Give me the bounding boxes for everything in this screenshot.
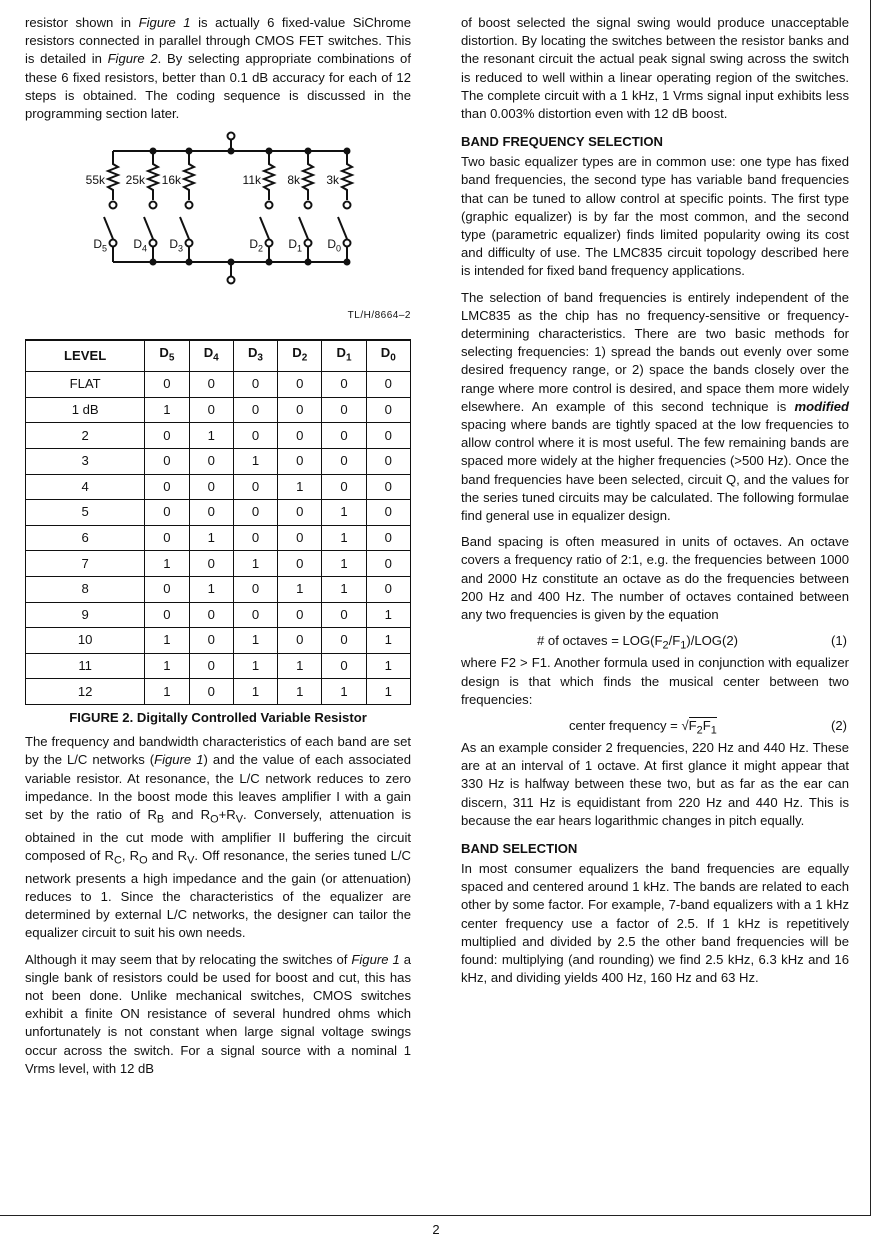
bottom-terminal bbox=[228, 277, 235, 284]
level-cell: 3 bbox=[26, 449, 145, 475]
bit-cell: 0 bbox=[366, 576, 410, 602]
switch-label: $D_3$ bbox=[169, 237, 183, 254]
bit-cell: 0 bbox=[233, 372, 277, 398]
equation-octaves: # of octaves = $LOG(F_2/F_1)/LOG(2)$ (1) bbox=[537, 633, 847, 652]
paragraph-resistor-intro: resistor shown in Figure 1 is actually 6 fixed-value SiChrome resistors connected in parallel through CMOS FET switches. This is detailed in Figure 2. By selecting appropriate combinations of these 6 fixed resistors, better than 0.1 dB accuracy for each of 12 steps is obtained. The coding sequence is discussed in the programming section later. bbox=[25, 15, 411, 122]
bit-cell: 1 bbox=[366, 628, 410, 654]
table-row bbox=[26, 679, 411, 705]
bit-cell: 0 bbox=[322, 423, 366, 449]
bit-cell: 0 bbox=[233, 397, 277, 423]
bit-cell: 0 bbox=[278, 500, 322, 526]
level-cell: 7 bbox=[26, 551, 145, 577]
bit-cell: 0 bbox=[189, 449, 233, 475]
bit-cell: 0 bbox=[189, 372, 233, 398]
resistor-3k bbox=[342, 151, 352, 200]
paragraph-musical-center: where F2 > F1. Another formula used in conjunction with equalizer design is that which finds the musical center between two frequencies: bbox=[461, 655, 849, 707]
header-d3: $D_3$ bbox=[233, 340, 277, 372]
junction-dot bbox=[186, 259, 193, 266]
bit-cell: 0 bbox=[322, 449, 366, 475]
bit-cell: 1 bbox=[145, 397, 189, 423]
bit-cell: 1 bbox=[233, 628, 277, 654]
bit-cell: 0 bbox=[145, 449, 189, 475]
header-d1: $D_1$ bbox=[322, 340, 366, 372]
junction-dot bbox=[228, 148, 235, 155]
switch-contact bbox=[150, 240, 157, 247]
bit-cell: 0 bbox=[189, 628, 233, 654]
level-cell: 11 bbox=[26, 653, 145, 679]
resistor-8k bbox=[303, 151, 313, 200]
left-column bbox=[25, 14, 411, 1086]
bit-cell: 0 bbox=[278, 525, 322, 551]
bit-cell: 1 bbox=[145, 628, 189, 654]
junction-dot bbox=[266, 259, 273, 266]
equation-number: (1) bbox=[830, 633, 847, 649]
switch-contact bbox=[266, 240, 273, 247]
bit-cell: 0 bbox=[145, 372, 189, 398]
bit-cell: 0 bbox=[189, 500, 233, 526]
header-d4: $D_4$ bbox=[189, 340, 233, 372]
level-cell: 10 bbox=[26, 628, 145, 654]
bit-cell: 1 bbox=[189, 525, 233, 551]
resistor-label: 55k bbox=[85, 173, 105, 188]
table-row bbox=[26, 525, 411, 551]
switch-contact bbox=[110, 240, 117, 247]
resistor-16k bbox=[184, 151, 194, 200]
level-cell: 9 bbox=[26, 602, 145, 628]
bit-cell: 1 bbox=[189, 423, 233, 449]
switch-label: $D_1$ bbox=[288, 237, 302, 254]
bit-cell: 1 bbox=[366, 679, 410, 705]
resistor-11k bbox=[264, 151, 274, 200]
bit-cell: 0 bbox=[278, 449, 322, 475]
switch-contact bbox=[344, 202, 351, 209]
bit-cell: 0 bbox=[233, 423, 277, 449]
bit-cell: 0 bbox=[189, 474, 233, 500]
header-d5: $D_5$ bbox=[145, 340, 189, 372]
bit-cell: 0 bbox=[366, 525, 410, 551]
bit-cell: 0 bbox=[366, 397, 410, 423]
level-cell: 4 bbox=[26, 474, 145, 500]
table-row bbox=[26, 423, 411, 449]
paragraph-equalizer-types: Two basic equalizer types are in common use: one type has fixed band frequencies, the second type has variable band frequencies that can be tuned to allow control at specific points. The first type (graphic equalizer) is by far the most common, and the second type (parametric equalizer) finds limited popularity owing its cost and difficulty of use. The LMC835 circuit topology described here is intended for fixed band frequency applications. bbox=[461, 154, 849, 279]
bit-cell: 1 bbox=[189, 576, 233, 602]
truth-table bbox=[25, 339, 411, 705]
bit-cell: 1 bbox=[233, 653, 277, 679]
resistor-label: 8k bbox=[287, 173, 300, 188]
junction-dot bbox=[150, 148, 157, 155]
resistor-label: 11k bbox=[242, 173, 261, 188]
bit-cell: 0 bbox=[322, 628, 366, 654]
junction-dot bbox=[266, 148, 273, 155]
right-column bbox=[461, 14, 849, 995]
paragraph-example: As an example consider 2 frequencies, 220 Hz and 440 Hz. These are at an interval of 1 octave. At first glance it might appear that 330 Hz is halfway between these two, but as far as the ear can discern, 311 Hz is equidistant from 220 Hz and 440 Hz. This is because the ear hears logarithmic changes in pitch equally. bbox=[461, 739, 849, 828]
switch-label: $D_5$ bbox=[93, 237, 107, 254]
switch-label: $D_2$ bbox=[249, 237, 263, 254]
paragraph-frequency-bandwidth: The frequency and bandwidth characteristics of each band are set by the L/C networks (Figure 1) and the value of each associated variable resistor. At resonance, the L/C network reduces to zero impedance. In the boost mode this leaves amplifier I with a gain set by the ratio of $R_B$ and $R_O+R_V$. Conversely, attenuation is obtained in the cut mode with amplifier II buffering the circuit composed of $R_C$, $R_O$ and $R_V$. Off resonance, the series tuned L/C network presents a high impedance and the gain (or attenuation) reduces to 1. Since the characteristics of the equalizer are determined by external L/C networks, the designer can tailor the equalizer circuit to suit his own needs. bbox=[25, 734, 412, 941]
bit-cell: 1 bbox=[366, 653, 410, 679]
bit-cell: 0 bbox=[366, 372, 410, 398]
switch-label: $D_4$ bbox=[133, 237, 147, 254]
switch-contact bbox=[266, 202, 273, 209]
circuit-diagram bbox=[25, 131, 411, 327]
bit-cell: 0 bbox=[189, 397, 233, 423]
bit-cell: 1 bbox=[322, 500, 366, 526]
bit-cell: 1 bbox=[278, 679, 322, 705]
level-cell: 8 bbox=[26, 576, 145, 602]
table-row bbox=[26, 602, 411, 628]
paragraph-switch-relocation: Although it may seem that by relocating the switches of Figure 1 a single bank of resistors could be used for boost and cut, this has not been done. Unlike mechanical switches, CMOS switches exhibit a finite ON resistance of several hundred ohms which unfortunately is not constant when large signal voltage swings occur across the switch. For a signal source with a nominal 1 Vrms level, with 12 dB bbox=[25, 951, 411, 1076]
bit-cell: 0 bbox=[233, 602, 277, 628]
bit-cell: 0 bbox=[366, 423, 410, 449]
bit-cell: 0 bbox=[278, 628, 322, 654]
table-row bbox=[26, 628, 411, 654]
bit-cell: 0 bbox=[322, 602, 366, 628]
heading-band-frequency-selection: BAND FREQUENCY SELECTION bbox=[461, 134, 664, 150]
bit-cell: 1 bbox=[322, 576, 366, 602]
bit-cell: 1 bbox=[278, 576, 322, 602]
page-number: 2 bbox=[432, 1222, 440, 1237]
header-d2: $D_2$ bbox=[278, 340, 322, 372]
bit-cell: 0 bbox=[189, 551, 233, 577]
paragraph-octaves: Band spacing is often measured in units of octaves. An octave covers a frequency ratio of 2:1, e.g. the frequencies between 1000 and 2000 Hz constitute an octave as do the frequencies between 200 Hz and 400 Hz. The number of octaves contained between any two frequencies is given by the equation bbox=[461, 534, 849, 623]
junction-dot bbox=[305, 148, 312, 155]
bit-cell: 0 bbox=[145, 500, 189, 526]
header-level: LEVEL bbox=[26, 340, 145, 372]
figure-ref: Figure 1 bbox=[138, 15, 191, 30]
bit-cell: 0 bbox=[233, 500, 277, 526]
bit-cell: 0 bbox=[366, 551, 410, 577]
figure-caption: FIGURE 2. Digitally Controlled Variable Resistor bbox=[69, 709, 367, 725]
level-cell: 2 bbox=[26, 423, 145, 449]
bit-cell: 0 bbox=[145, 474, 189, 500]
switch-contact bbox=[186, 202, 193, 209]
bit-cell: 0 bbox=[145, 576, 189, 602]
paragraph-boost-distortion: of boost selected the signal swing would produce unacceptable distortion. By locating the switches between the resistor banks and the resonant circuit the actual peak signal swing across the switch is reduced to well within a linear operating region of the switches. The complete circuit with a 1 kHz, 1 Vrms signal input exhibits less than 0.003% distortion even with 12 dB boost. bbox=[461, 15, 849, 122]
equation-center-frequency: center frequency = $√F_2F_1$ (2) bbox=[569, 717, 847, 737]
bit-cell: 1 bbox=[366, 602, 410, 628]
header-d0: $D_0$ bbox=[366, 340, 410, 372]
junction-dot bbox=[305, 259, 312, 266]
table-row bbox=[26, 372, 411, 398]
level-cell: 5 bbox=[26, 500, 145, 526]
switch-contact bbox=[305, 240, 312, 247]
bit-cell: 1 bbox=[233, 679, 277, 705]
bit-cell: 0 bbox=[189, 653, 233, 679]
switch-contact bbox=[305, 202, 312, 209]
bit-cell: 0 bbox=[322, 372, 366, 398]
bit-cell: 0 bbox=[145, 525, 189, 551]
bit-cell: 1 bbox=[322, 551, 366, 577]
bit-cell: 0 bbox=[366, 500, 410, 526]
bit-cell: 0 bbox=[189, 602, 233, 628]
switch-contact bbox=[344, 240, 351, 247]
bit-cell: 0 bbox=[278, 602, 322, 628]
figure-ref: Figure 2 bbox=[107, 51, 158, 67]
heading-band-selection: BAND SELECTION bbox=[461, 840, 578, 856]
resistor-switch-diagram bbox=[25, 131, 411, 327]
switch-label: $D_0$ bbox=[327, 237, 341, 254]
level-cell: 1 dB bbox=[26, 397, 145, 423]
top-terminal bbox=[228, 133, 235, 140]
table-row bbox=[26, 449, 411, 475]
bit-cell: 0 bbox=[233, 525, 277, 551]
bit-cell: 1 bbox=[322, 525, 366, 551]
table-header-row bbox=[26, 340, 411, 372]
bit-cell: 1 bbox=[145, 551, 189, 577]
bit-cell: 0 bbox=[233, 576, 277, 602]
paragraph-consumer-equalizers: In most consumer equalizers the band frequencies are equally spaced and centered around 1 kHz. The bands are related to each other by some factor. For example, 7-band equalizers with a 1 kHz center frequency use a factor of 2.5. If 1 kHz is repetitively multiplied and divided by 2.5 the other band frequencies will be found: multiplying (and rounding) we find 2.5 kHz, 6.3 kHz and 16 kHz, and dividing yields 400 Hz, 160 Hz and 63 Hz. bbox=[461, 860, 849, 986]
table-row bbox=[26, 653, 411, 679]
level-cell: 6 bbox=[26, 525, 145, 551]
junction-dot bbox=[344, 148, 351, 155]
bit-cell: 0 bbox=[322, 653, 366, 679]
bit-cell: 0 bbox=[278, 423, 322, 449]
table-row bbox=[26, 474, 411, 500]
bit-cell: 0 bbox=[322, 397, 366, 423]
bit-cell: 0 bbox=[322, 474, 366, 500]
bit-cell: 1 bbox=[145, 653, 189, 679]
bit-cell: 0 bbox=[145, 423, 189, 449]
bit-cell: 1 bbox=[278, 653, 322, 679]
bit-cell: 1 bbox=[233, 449, 277, 475]
resistor-label: 16k bbox=[161, 173, 181, 188]
switch-contact bbox=[186, 240, 193, 247]
table-row bbox=[26, 500, 411, 526]
figure-id-label: TL/H/8664–2 bbox=[347, 310, 411, 322]
resistor-label: 3k bbox=[326, 173, 339, 188]
bit-cell: 1 bbox=[233, 551, 277, 577]
table-row bbox=[26, 576, 411, 602]
paragraph-frequency-selection: The selection of band frequencies is entirely independent of the LMC835 as the chip has no frequency-sensitive or frequency-determining characteristics. There are two basic methods for selecting frequencies: 1) spread the bands out evenly over some desired frequency range, or 2) space the bands closely over the range where more control is desired, and space them more widely elsewhere. An example of this second technique is modified spacing where bands are tightly spaced at the low frequencies to allow control where it is most useful. The few remaining bands are spaced more widely at the higher frequencies (>500 Hz). Once the band frequencies have been selected, circuit Q, and the values for the series tuned circuits may be calculated. The following formulae find general use in equalizer design. bbox=[461, 289, 849, 524]
junction-dot bbox=[150, 259, 157, 266]
bit-cell: 0 bbox=[366, 449, 410, 475]
resistor-55k bbox=[108, 151, 118, 200]
table-row bbox=[26, 397, 411, 423]
switch-contact bbox=[150, 202, 157, 209]
junction-dot bbox=[228, 259, 235, 266]
bit-cell: 0 bbox=[145, 602, 189, 628]
resistor-label: 25k bbox=[125, 173, 145, 188]
level-cell: 12 bbox=[26, 679, 145, 705]
bit-cell: 0 bbox=[278, 551, 322, 577]
level-cell: FLAT bbox=[26, 372, 145, 398]
bit-cell: 0 bbox=[278, 372, 322, 398]
bit-cell: 0 bbox=[189, 679, 233, 705]
switch-contact bbox=[110, 202, 117, 209]
junction-dot bbox=[344, 259, 351, 266]
equation-number: (2) bbox=[830, 717, 847, 733]
bit-cell: 0 bbox=[233, 474, 277, 500]
bit-cell: 1 bbox=[278, 474, 322, 500]
bit-cell: 1 bbox=[322, 679, 366, 705]
junction-dot bbox=[186, 148, 193, 155]
bit-cell: 0 bbox=[278, 397, 322, 423]
bit-cell: 0 bbox=[366, 474, 410, 500]
bit-cell: 1 bbox=[145, 679, 189, 705]
table-row bbox=[26, 551, 411, 577]
